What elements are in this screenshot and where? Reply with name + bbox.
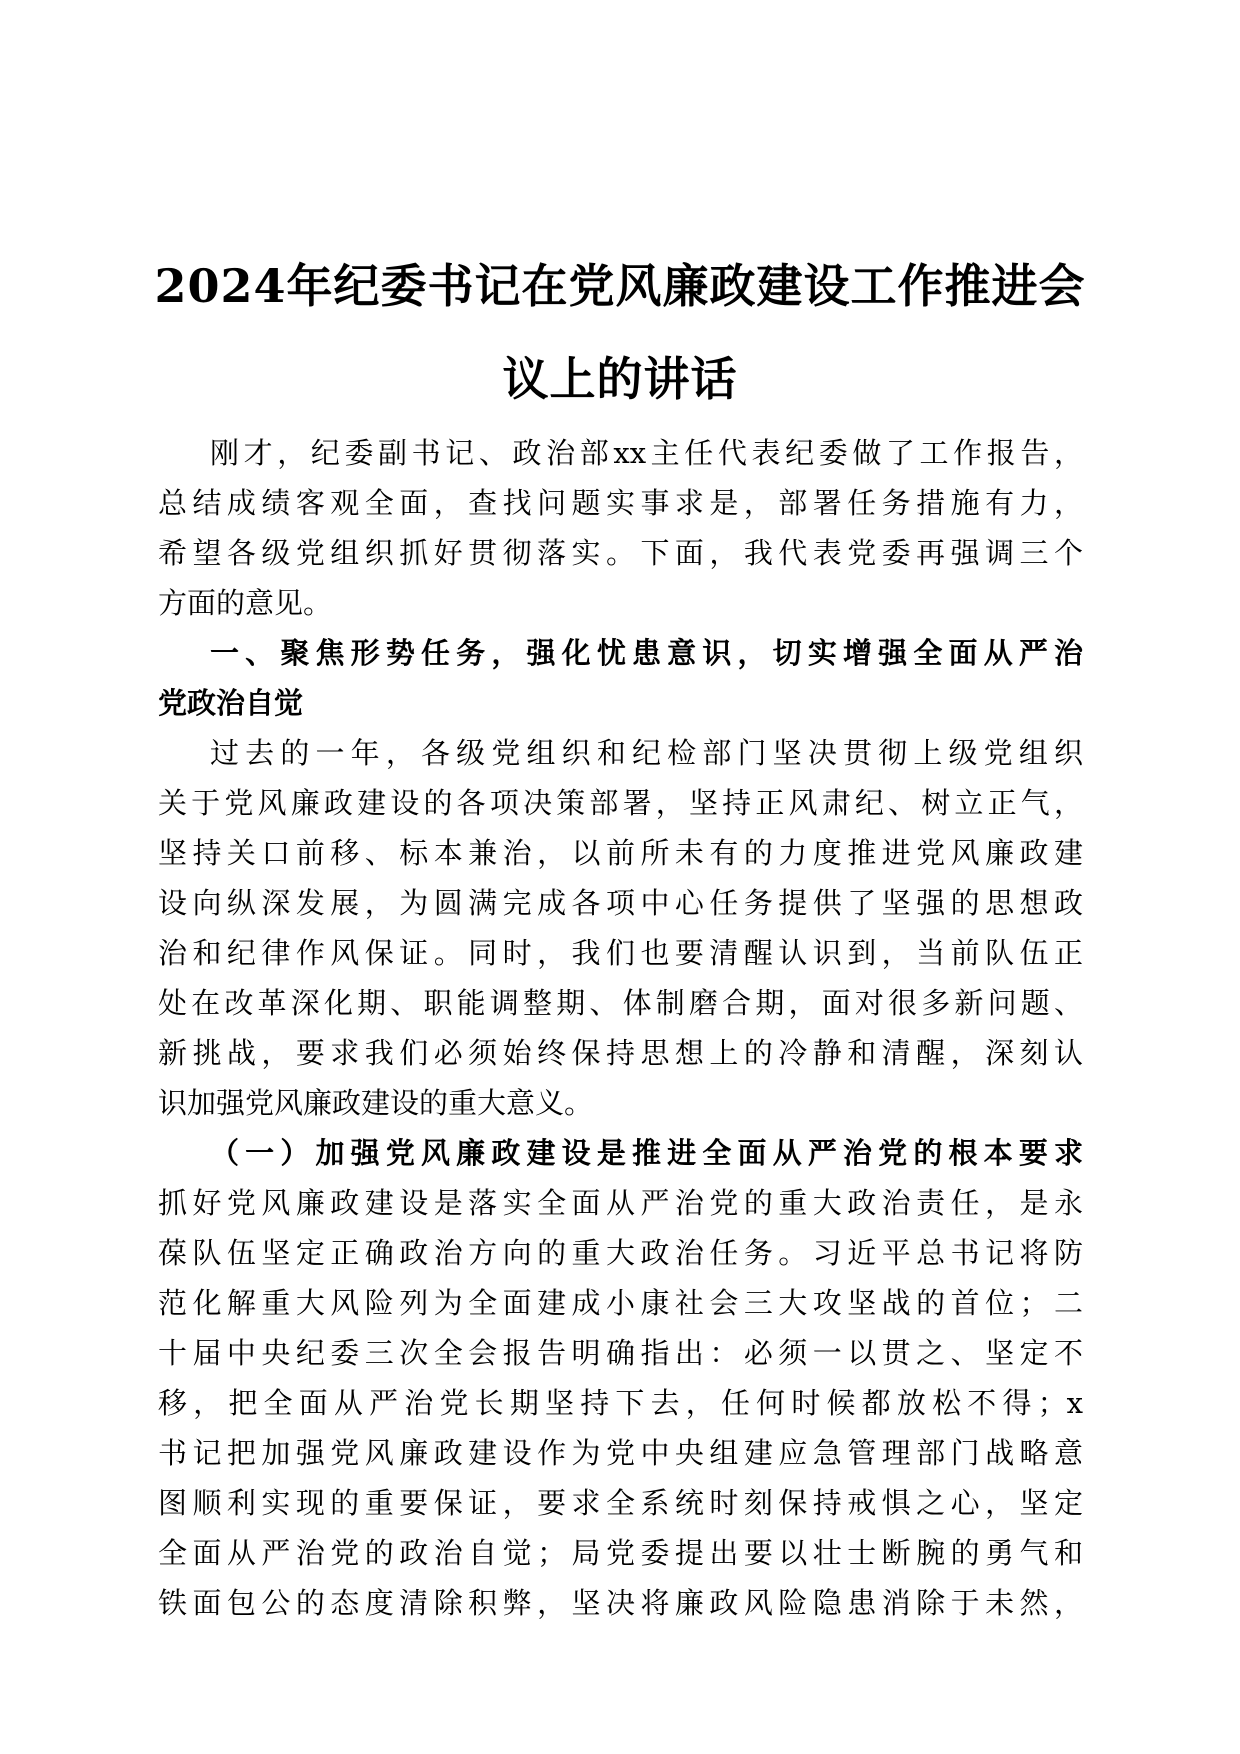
paragraph-line: 方面的意见。 [158,586,333,620]
paragraph-line: 铁面包公的态度清除积弊，坚决将廉政风险隐患消除于未然， [158,1586,1083,1620]
document-title-line-1: 2024年纪委书记在党风廉政建设工作推进会 [154,259,1086,313]
section-heading: 一、聚焦形势任务，强化忧患意识，切实增强全面从严治 [210,636,1083,670]
paragraph-line: 葆队伍坚定正确政治方向的重大政治任务。习近平总书记将防 [158,1236,1083,1270]
paragraph-line: 书记把加强党风廉政建设作为党中央组建应急管理部门战略意 [158,1436,1083,1470]
paragraph-line: 设向纵深发展，为圆满完成各项中心任务提供了坚强的思想政 [158,886,1083,920]
paragraph-line: 新挑战，要求我们必须始终保持思想上的冷静和清醒，深刻认 [158,1036,1083,1070]
paragraph-line: 抓好党风廉政建设是落实全面从严治党的重大政治责任，是永 [158,1186,1083,1220]
section-heading: 党政治自觉 [158,686,304,720]
paragraph-line: 关于党风廉政建设的各项决策部署，坚持正风肃纪、树立正气， [158,786,1083,820]
paragraph-line: 移，把全面从严治党长期坚持下去，任何时候都放松不得；x [158,1386,1083,1420]
document-title-line-2: 议上的讲话 [502,352,738,406]
paragraph-line: 治和纪律作风保证。同时，我们也要清醒认识到，当前队伍正 [158,936,1083,970]
paragraph-line: 处在改革深化期、职能调整期、体制磨合期，面对很多新问题、 [158,986,1083,1020]
paragraph-line: 坚持关口前移、标本兼治，以前所未有的力度推进党风廉政建 [158,836,1083,870]
paragraph-line: 全面从严治党的政治自觉；局党委提出要以壮士断腕的勇气和 [158,1536,1083,1570]
subsection-heading: （一）加强党风廉政建设是推进全面从严治党的根本要求 [210,1136,1083,1170]
paragraph-line: 希望各级党组织抓好贯彻落实。下面，我代表党委再强调三个 [158,536,1083,570]
paragraph-line: 范化解重大风险列为全面建成小康社会三大攻坚战的首位；二 [158,1286,1083,1320]
paragraph-line: 图顺利实现的重要保证，要求全系统时刻保持戒惧之心，坚定 [158,1486,1083,1520]
paragraph-line: 十届中央纪委三次全会报告明确指出：必须一以贯之、坚定不 [158,1336,1083,1370]
paragraph-line: 总结成绩客观全面，查找问题实事求是，部署任务措施有力， [158,486,1083,520]
paragraph-line: 刚才，纪委副书记、政治部xx主任代表纪委做了工作报告， [210,436,1083,470]
paragraph-line: 过去的一年，各级党组织和纪检部门坚决贯彻上级党组织 [210,736,1083,770]
paragraph-line: 识加强党风廉政建设的重大意义。 [158,1086,594,1120]
